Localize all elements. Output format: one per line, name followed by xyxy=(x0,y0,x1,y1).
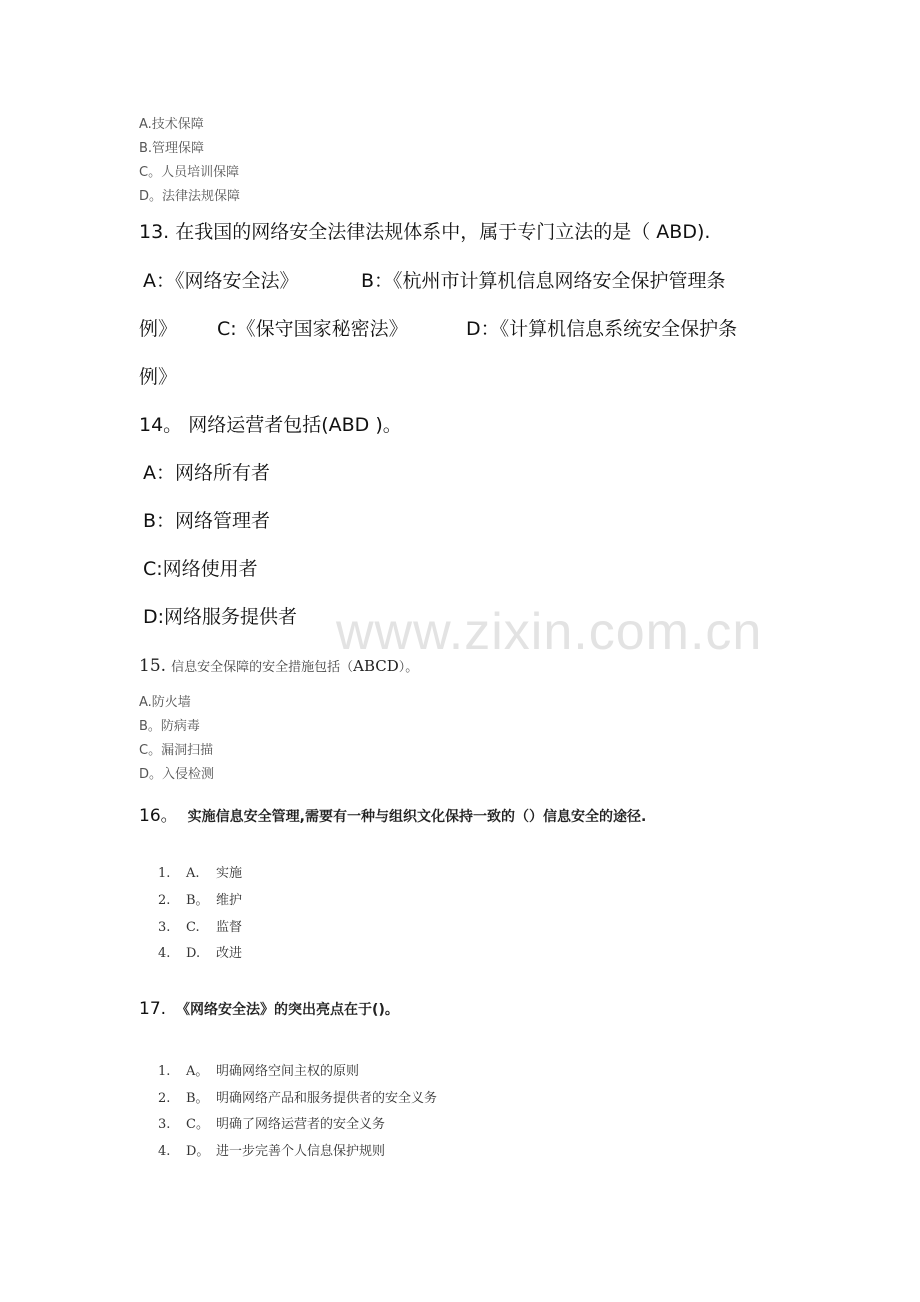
q17-item xyxy=(158,1090,437,1108)
list-letter: A。 xyxy=(186,1064,209,1079)
list-letter: A. xyxy=(186,866,200,881)
list-text: 实施 xyxy=(216,866,243,881)
q13-option-c: C:《保守国家秘密法》 xyxy=(217,318,408,340)
list-text: 明确网络空间主权的原则 xyxy=(216,1064,360,1079)
list-letter: D. xyxy=(186,946,201,961)
q14-option-a: A：网络所有者 xyxy=(143,462,270,484)
list-letter: B。 xyxy=(186,893,209,908)
q13-option-d-end: 例》 xyxy=(139,366,178,388)
q12-option-a: A.技术保障 xyxy=(139,117,204,132)
q13-title: 13. 在我国的网络安全法律法规体系中，属于专门立法的是（ ABD). xyxy=(139,221,711,243)
list-letter: C. xyxy=(186,920,200,935)
list-text: 明确网络产品和服务提供者的安全义务 xyxy=(216,1091,438,1106)
q12-option-b: B.管理保障 xyxy=(139,141,205,156)
q14-option-d: D:网络服务提供者 xyxy=(143,606,298,628)
list-letter: C。 xyxy=(186,1117,209,1132)
q17-item xyxy=(158,1143,385,1161)
q15-text: 信息安全保障的安全措施包括（ xyxy=(171,660,354,675)
list-text: 改进 xyxy=(216,946,243,961)
q13-option-b-end: 例》 xyxy=(139,318,178,340)
q16-item xyxy=(158,919,242,937)
list-text: 维护 xyxy=(216,893,243,908)
list-letter: B。 xyxy=(186,1091,209,1106)
q16-item xyxy=(158,945,242,963)
list-number: 3. xyxy=(158,1117,171,1132)
q15-answer: ABCD xyxy=(353,657,399,675)
q17-number: 17. xyxy=(139,999,167,1019)
q12-option-c: C。人员培训保障 xyxy=(139,165,240,180)
q14-title: 14。 网络运营者包括(ABD )。 xyxy=(139,414,402,436)
list-text: 监督 xyxy=(216,920,243,935)
q17-title xyxy=(139,999,399,1019)
list-text: 明确了网络运营者的安全义务 xyxy=(216,1117,386,1132)
q13-option-a: A：《网络安全法》 xyxy=(143,270,299,292)
q14-option-c: C:网络使用者 xyxy=(143,558,258,580)
q15-option-a: A.防火墙 xyxy=(139,695,191,710)
q13-option-d: D：《计算机信息系统安全保护条 xyxy=(466,318,738,340)
list-number: 1. xyxy=(158,866,171,881)
q16-item xyxy=(158,865,242,883)
q16-item xyxy=(158,892,242,910)
q17-text: 《网络安全法》的突出亮点在于()。 xyxy=(176,1002,399,1018)
list-number: 1. xyxy=(158,1064,171,1079)
q16-number: 16。 xyxy=(139,806,178,826)
q13-option-b: B：《杭州市计算机信息网络安全保护管理条 xyxy=(361,270,726,292)
q15-option-d: D。入侵检测 xyxy=(139,767,215,782)
q17-item xyxy=(158,1063,359,1081)
list-letter: D。 xyxy=(186,1144,210,1159)
q14-option-b: B：网络管理者 xyxy=(143,510,271,532)
q16-title xyxy=(139,801,646,826)
q12-option-d: D。法律法规保障 xyxy=(139,189,241,204)
q15-title xyxy=(139,656,418,676)
q15-option-b: B。防病毒 xyxy=(139,719,200,734)
q15-option-c: C。漏洞扫描 xyxy=(139,743,214,758)
q16-text: 实施信息安全管理,需要有一种与组织文化保持一致的（）信息安全的途径. xyxy=(187,809,647,825)
list-number: 2. xyxy=(158,893,171,908)
list-number: 4. xyxy=(158,946,171,961)
list-number: 4. xyxy=(158,1144,171,1159)
watermark: www.zixin.com.cn xyxy=(336,603,763,661)
q15-number: 15. xyxy=(139,656,167,676)
list-number: 3. xyxy=(158,920,171,935)
list-number: 2. xyxy=(158,1091,171,1106)
q15-end: ）。 xyxy=(398,660,419,675)
list-text: 进一步完善个人信息保护规则 xyxy=(216,1144,386,1159)
q17-item xyxy=(158,1116,385,1134)
